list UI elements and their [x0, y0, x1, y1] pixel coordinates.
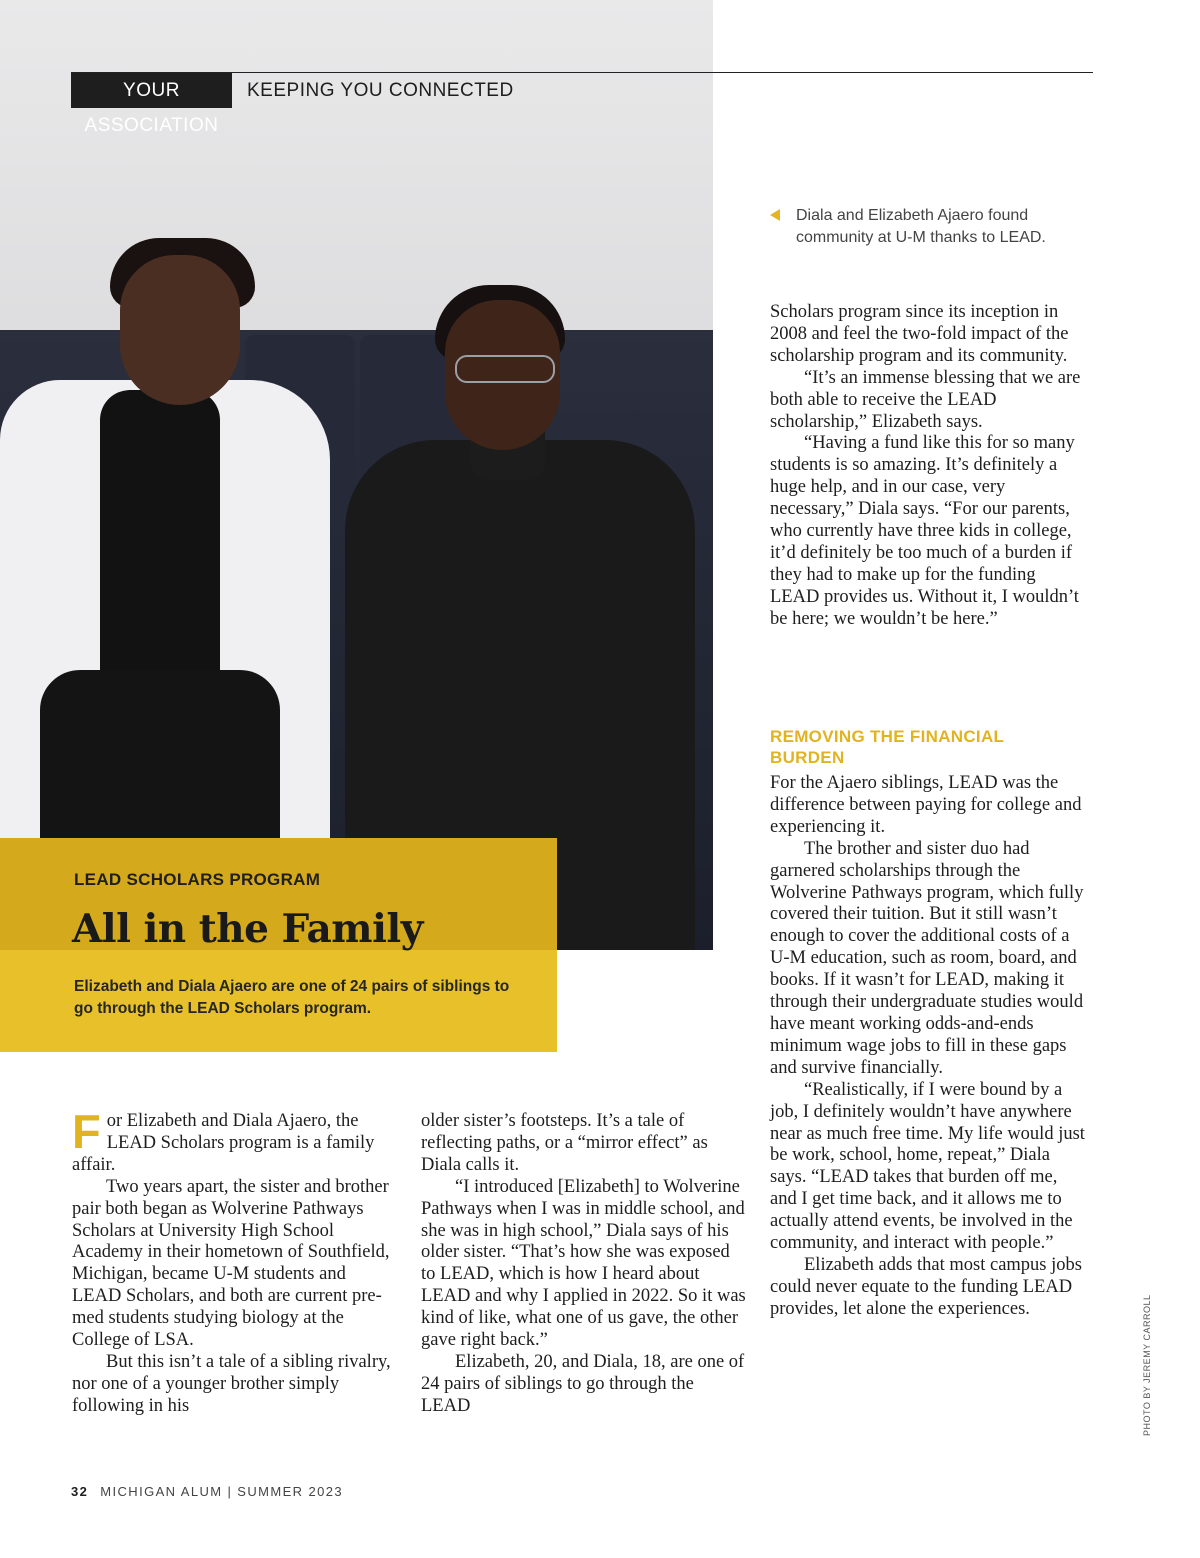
subhead: REMOVING THE FINANCIAL BURDEN [770, 727, 1004, 767]
paragraph: “Realistically, if I were bound by a job, I definitely wouldn’t have anywhere near as much free time. My life would just be work, school, home, repeat,” Diala says. “LEAD takes that burden off me, and I get time back, and it allows me to actually attend events, be involved in the community, and interact with people.” [770, 1079, 1085, 1254]
kicker: LEAD SCHOLARS PROGRAM [74, 870, 321, 889]
photo-credit: PHOTO BY JEREMY CARROLL [1142, 1294, 1152, 1436]
paragraph: “Having a fund like this for so many students is so amazing. It’s definitely a huge help, and in our case, very necessary,” Diala says. “For our parents, who currently have three kids in college, it’d definitely be too much of a burden if they had to make up for the funding LEAD provides us. Without it, I wouldn’t be here; we wouldn’t be here.” [770, 433, 1079, 629]
paragraph: “I introduced [Elizabeth] to Wolverine Pathways when I was in middle school, and she was in high school,” Diala says of his older sister. “That’s how she was exposed to LEAD, which is how I heard about LEAD and why I applied in 2022. So it was kind of like, what one of us gave, the other gave right back.” [421, 1176, 746, 1351]
person-left-head [120, 255, 240, 405]
page-number: 32 [71, 1484, 89, 1499]
paragraph: older sister’s footsteps. It’s a tale of reflecting paths, or a “mirror effect” as Diala calls it. [421, 1111, 708, 1175]
paragraph: For the Ajaero siblings, LEAD was the difference between paying for college and experiencing it. [770, 773, 1082, 837]
section-header [71, 72, 1093, 136]
caption-arrow-icon [770, 209, 780, 221]
section-tag: YOUR ASSOCIATION [71, 73, 232, 108]
paragraph: Two years apart, the sister and brother pair both began as Wolverine Pathways Scholars at University High School Academy in their hometown of Southfield, Michigan, became U-M students and LEAD Scholars, and both are current pre-med students studying biology at the College of LSA. [72, 1176, 390, 1351]
paragraph: But this isn’t a tale of a sibling rivalry, nor one of a younger brother simply following in his [72, 1351, 391, 1416]
article-column-3 [770, 302, 1088, 631]
deck: Elizabeth and Diala Ajaero are one of 24 pairs of siblings to go through the LEAD Scholars program. [74, 978, 510, 1017]
article-column-1 [72, 1105, 392, 1418]
paragraph: Scholars program since its inception in 2008 and feel the two-fold impact of the scholarship program and its community. [770, 302, 1069, 366]
publication-name: MICHIGAN ALUM | SUMMER 2023 [100, 1484, 343, 1499]
paragraph: or Elizabeth and Diala Ajaero, the LEAD Scholars program is a family affair. [72, 1111, 375, 1175]
article-column-3-continued [770, 773, 1088, 1321]
paragraph: “It’s an immense blessing that we are both able to receive the LEAD scholarship,” Elizabeth says. [770, 367, 1081, 432]
paragraph: The brother and sister duo had garnered scholarships through the Wolverine Pathways program, which fully covered their tuition. But it still wasn’t enough to cover the additional costs of a U-M education, such as room, board, and books. If it wasn’t for LEAD, making it through their undergraduate studies would have meant working odds-and-ends minimum wage jobs to fill in these gaps and survive financially. [770, 838, 1084, 1078]
photo-caption [770, 205, 1090, 249]
paragraph: Elizabeth, 20, and Diala, 18, are one of 24 pairs of siblings to go through the LEAD [421, 1351, 745, 1416]
caption-text: Diala and Elizabeth Ajaero found community at U-M thanks to LEAD. [796, 207, 1046, 246]
section-subtitle: KEEPING YOU CONNECTED [247, 80, 514, 101]
page-footer [71, 1484, 343, 1499]
headline: All in the Family [72, 906, 423, 952]
glasses-graphic [455, 355, 555, 383]
paragraph: Elizabeth adds that most campus jobs could never equate to the funding LEAD provides, let alone the experiences. [770, 1254, 1082, 1319]
drop-cap: F [72, 1105, 101, 1158]
article-column-2 [421, 1111, 746, 1418]
